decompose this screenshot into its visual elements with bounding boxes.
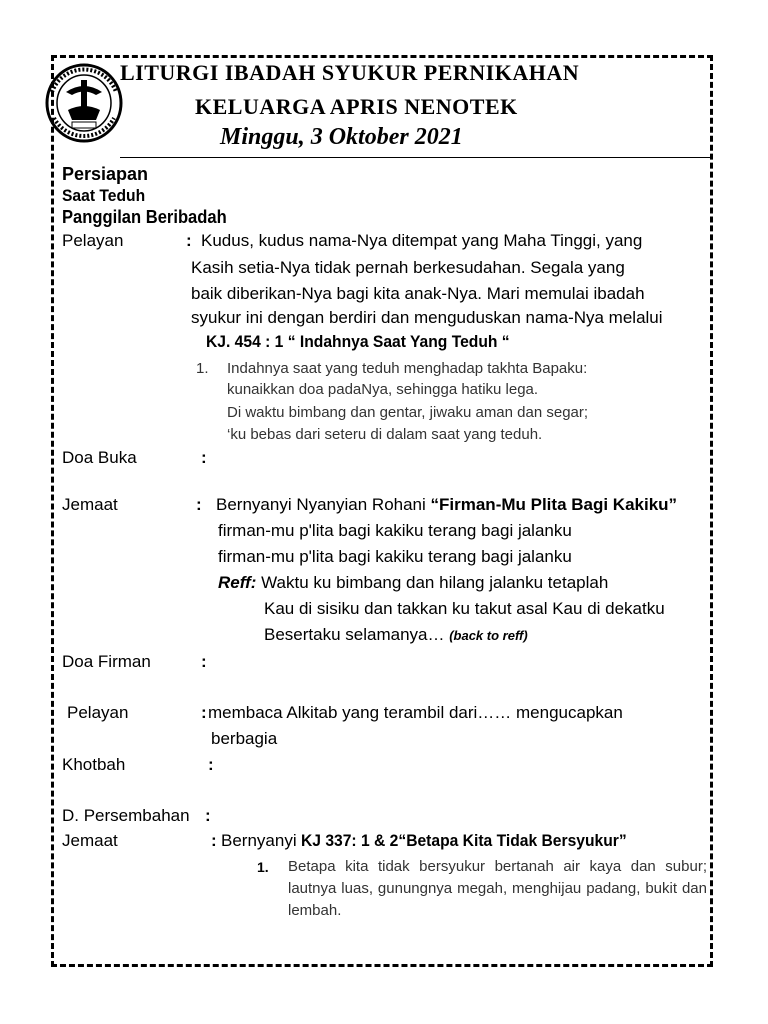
reff-line: Kau di sisiku dan takkan ku takut asal Kau di dekatku xyxy=(264,599,665,618)
song-title-kj337: KJ 337: 1 & 2“Betapa Kita Tidak Bersyukur” xyxy=(301,831,628,850)
heading-saat-teduh: Saat Teduh xyxy=(62,186,146,205)
song-kj454: KJ. 454 : 1 “ Indahnya Saat Yang Teduh “ xyxy=(206,332,510,351)
reff-text: Besertaku selamanya… xyxy=(264,625,450,644)
colon: : xyxy=(208,755,214,774)
song-title-firman: “Firman-Mu Plita Bagi Kakiku” xyxy=(430,495,678,514)
pelayan-text-line: membaca Alkitab yang terambil dari…… mengucapkan xyxy=(208,703,623,722)
song-line: firman-mu p'lita bagi kakiku terang bagi jalanku xyxy=(218,521,572,540)
khotbah-label: Khotbah xyxy=(62,755,126,774)
verse-line: Di waktu bimbang dan gentar, jiwaku aman dan segar; xyxy=(227,404,589,421)
reff-line xyxy=(264,625,528,646)
verse-line: kunaikkan doa padaNya, sehingga hatiku lega. xyxy=(227,381,539,398)
verse-line: Indahnya saat yang teduh menghadap takhta Bapaku: xyxy=(227,360,588,377)
pelayan-text-line: Kasih setia-Nya tidak pernah berkesudahan. Segala yang xyxy=(191,258,625,277)
title-line-2: KELUARGA APRIS NENOTEK xyxy=(195,94,518,119)
jemaat-prefix: Bernyanyi Nyanyian Rohani xyxy=(216,495,431,514)
pelayan-text-line: baik diberikan-Nya bagi kita anak-Nya. Mari memulai ibadah xyxy=(191,284,645,303)
church-emblem-logo xyxy=(44,62,124,144)
jemaat-prefix: Bernyanyi xyxy=(221,831,302,850)
colon: : xyxy=(211,831,217,850)
reff-line xyxy=(218,573,608,593)
pelayan-text-line: syukur ini dengan berdiri dan menguduskan nama-Nya melalui xyxy=(191,308,663,327)
colon: : xyxy=(186,231,192,250)
jemaat-label: Jemaat xyxy=(62,495,118,514)
verse-number: 1. xyxy=(257,859,269,875)
heading-panggilan-beribadah: Panggilan Beribadah xyxy=(62,207,227,227)
colon: : xyxy=(201,652,207,671)
jemaat-song-line xyxy=(216,495,677,515)
pelayan-text-line: berbagia xyxy=(211,729,278,748)
verse-paragraph: Betapa kita tidak bersyukur bertanah air kaya dan subur; lautnya luas, gunungnya megah, menghijau padang, bukit dan lembah. xyxy=(288,858,707,919)
pelayan-label: Pelayan xyxy=(67,703,129,722)
colon: : xyxy=(201,703,207,722)
title-line-1: LITURGI IBADAH SYUKUR PERNIKAHAN xyxy=(120,60,580,85)
persembahan-label: D. Persembahan xyxy=(62,806,190,825)
song-line: firman-mu p'lita bagi kakiku terang bagi jalanku xyxy=(218,547,572,566)
back-to-reff-note: (back to reff) xyxy=(449,628,528,643)
pelayan-label: Pelayan xyxy=(62,231,124,250)
doa-buka-label: Doa Buka xyxy=(62,448,137,467)
colon: : xyxy=(196,495,202,514)
header-divider xyxy=(120,157,712,158)
jemaat-label: Jemaat xyxy=(62,831,118,850)
heading-persiapan: Persiapan xyxy=(62,164,149,184)
reff-text: Waktu ku bimbang dan hilang jalanku tetaplah xyxy=(256,573,609,592)
colon: : xyxy=(201,448,207,467)
reff-label: Reff: xyxy=(218,573,257,592)
jemaat-song-line xyxy=(221,831,655,851)
service-date: Minggu, 3 Oktober 2021 xyxy=(220,124,463,150)
verse-line: ‘ku bebas dari seteru di dalam saat yang teduh. xyxy=(227,426,543,443)
doa-firman-label: Doa Firman xyxy=(62,652,151,671)
verse-number: 1. xyxy=(196,360,209,377)
pelayan-text-line: Kudus, kudus nama-Nya ditempat yang Maha Tinggi, yang xyxy=(201,231,643,250)
colon: : xyxy=(205,806,211,825)
